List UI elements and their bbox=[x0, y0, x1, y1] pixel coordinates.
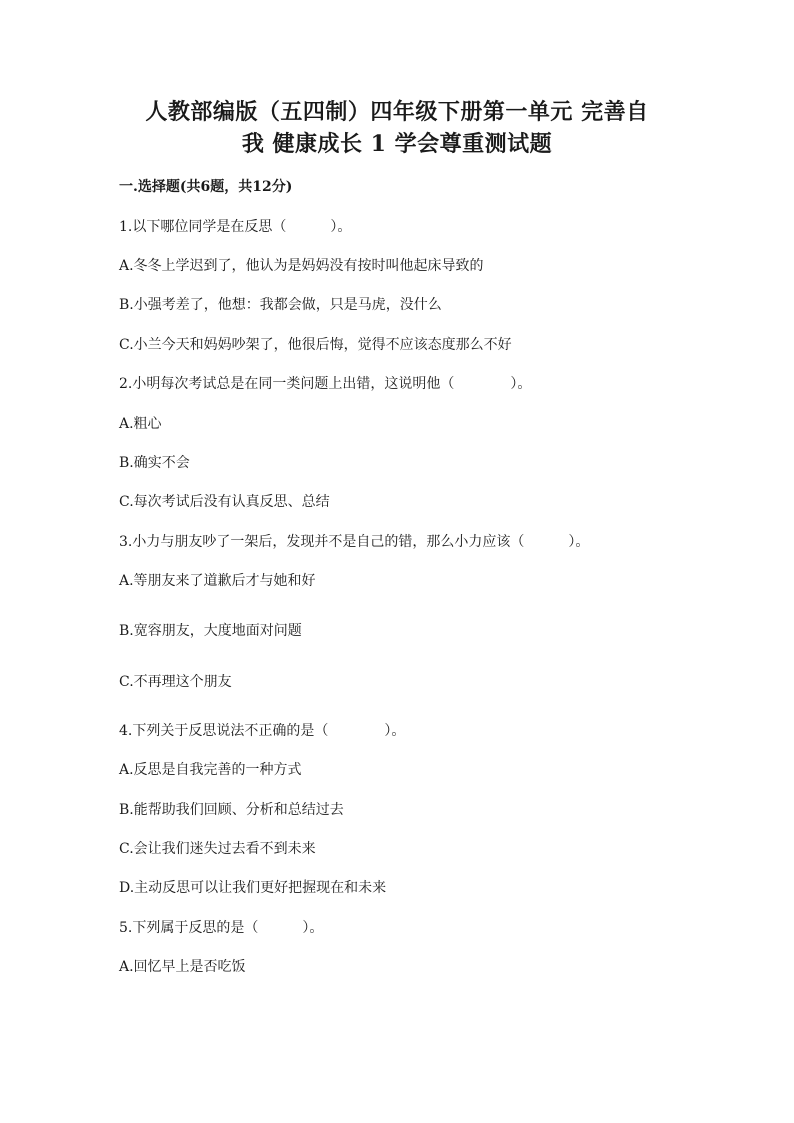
question-1-option-a: A.冬冬上学迟到了，他认为是妈妈没有按时叫他起床导致的 bbox=[119, 258, 484, 274]
question-5-text: 5.下列属于反思的是（ bbox=[119, 920, 259, 936]
question-3-option-a: A.等朋友来了道歉后才与她和好 bbox=[119, 573, 316, 589]
question-4-option-d: D.主动反思可以让我们更好把握现在和未来 bbox=[119, 880, 387, 896]
question-2-stem bbox=[119, 375, 531, 393]
question-2-option-a: A.粗心 bbox=[119, 416, 162, 432]
section-heading: 一.选择题(共6题，共12分) bbox=[119, 179, 293, 195]
question-4-text: 4.下列关于反思说法不正确的是（ bbox=[119, 723, 329, 739]
question-3-text: 3.小力与朋友吵了一架后，发现并不是自己的错，那么小力应该（ bbox=[119, 534, 525, 550]
question-2-text: 2.小明每次考试总是在同一类问题上出错，这说明他（ bbox=[119, 376, 455, 392]
question-3-option-c: C.不再理这个朋友 bbox=[119, 674, 232, 690]
question-1-suffix: ）。 bbox=[330, 219, 352, 235]
question-2-suffix: ）。 bbox=[510, 376, 532, 392]
question-1-text: 1.以下哪位同学是在反思（ bbox=[119, 219, 287, 235]
question-4-option-b: B.能帮助我们回顾、分析和总结过去 bbox=[119, 802, 344, 818]
question-4-stem bbox=[119, 722, 405, 740]
question-1-stem bbox=[119, 218, 351, 236]
question-3-stem bbox=[119, 533, 589, 551]
question-3-option-b: B.宽容朋友，大度地面对问题 bbox=[119, 623, 302, 639]
question-5-stem bbox=[119, 919, 323, 937]
question-4-suffix: ）。 bbox=[384, 723, 406, 739]
question-2-option-b: B.确实不会 bbox=[119, 455, 190, 471]
question-3-suffix: ）。 bbox=[568, 534, 590, 550]
document-title-line-2: 我 健康成长 1 学会尊重测试题 bbox=[241, 131, 553, 157]
document-title-line-1: 人教部编版（五四制）四年级下册第一单元 完善自 bbox=[145, 99, 649, 125]
question-5-option-a: A.回忆早上是否吃饭 bbox=[119, 959, 246, 975]
question-1-option-c: C.小兰今天和妈妈吵架了，他很后悔，觉得不应该态度那么不好 bbox=[119, 337, 512, 353]
question-2-option-c: C.每次考试后没有认真反思、总结 bbox=[119, 494, 330, 510]
question-5-suffix: ）。 bbox=[302, 920, 324, 936]
question-1-option-b: B.小强考差了，他想：我都会做，只是马虎，没什么 bbox=[119, 297, 442, 313]
question-4-option-a: A.反思是自我完善的一种方式 bbox=[119, 762, 302, 778]
question-4-option-c: C.会让我们迷失过去看不到未来 bbox=[119, 841, 316, 857]
